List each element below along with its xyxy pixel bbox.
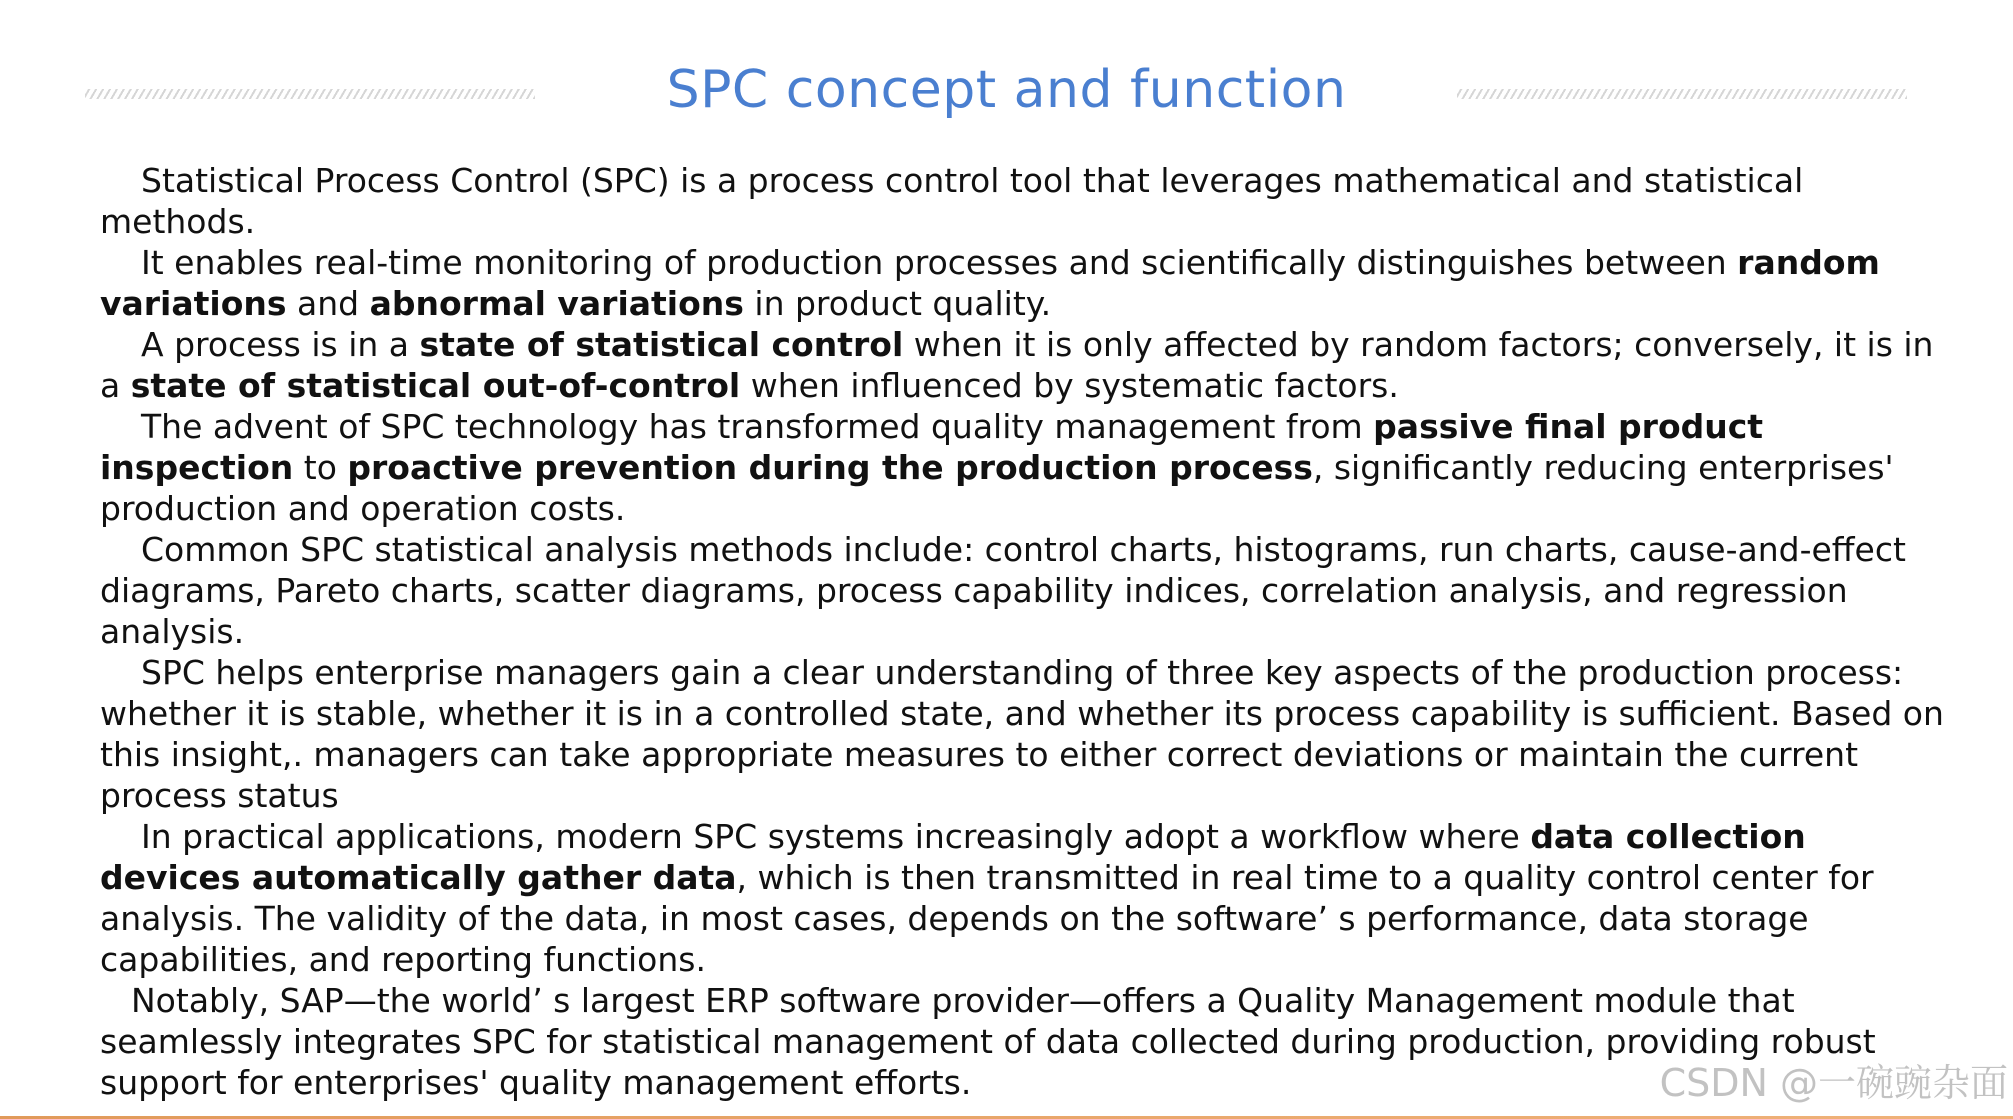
paragraph-text: in product quality. — [743, 284, 1052, 323]
paragraph-text: when influenced by systematic factors. — [740, 366, 1399, 405]
paragraph-text: when it is only affected by random factors; conversely, it is in a — [100, 325, 1934, 405]
paragraph-text: and — [286, 284, 370, 323]
paragraph-text: , significantly reducing enterprises' production and operation costs. — [100, 448, 1894, 528]
emphasized-text: state of statistical control — [419, 325, 904, 364]
paragraph-text: The advent of SPC technology has transformed quality management from — [141, 407, 1374, 446]
paragraph-text: SPC helps enterprise managers gain a clear understanding of three key aspects of the production process: whether it is stable, whether it is in a controlled state, and whether its process capability is sufficient. Based on this insight,. managers can take appropriate measures to either correct deviations or maintain the current process status — [100, 653, 1944, 815]
paragraph-text: A process is in a — [141, 325, 420, 364]
body-paragraph — [100, 324, 1945, 406]
emphasized-text: proactive prevention during the production process — [347, 448, 1313, 487]
body-paragraph — [100, 652, 1945, 816]
paragraph-text: It enables real-time monitoring of production processes and scientifically distinguishes between — [141, 243, 1738, 282]
paragraph-text: to — [293, 448, 348, 487]
emphasized-text: random variations — [100, 243, 1880, 323]
body-paragraph — [100, 242, 1945, 324]
emphasized-text: data collection devices automatically gather data — [100, 817, 1806, 897]
paragraph-text: In practical applications, modern SPC systems increasingly adopt a workflow where — [141, 817, 1531, 856]
body-paragraph — [100, 529, 1945, 652]
slide-body — [100, 160, 1945, 1103]
decorative-hatch-right — [1457, 89, 1907, 99]
body-paragraph — [100, 816, 1945, 980]
emphasized-text: passive final product inspection — [100, 407, 1764, 487]
watermark: CSDN @一碗豌杂面 — [1659, 1061, 2008, 1105]
paragraph-text: Statistical Process Control (SPC) is a process control tool that leverages mathematical and statistical methods. — [100, 161, 1804, 241]
paragraph-text: Notably, SAP—the world’ s largest ERP software provider—offers a Quality Management module that seamlessly integrates SPC for statistical management of data collected during production, providing robust support for enterprises' quality management efforts. — [100, 981, 1876, 1102]
body-paragraph — [100, 406, 1945, 529]
emphasized-text: abnormal variations — [369, 284, 744, 323]
emphasized-text: state of statistical out-of-control — [130, 366, 741, 405]
paragraph-text: , which is then transmitted in real time to a quality control center for analysis. The validity of the data, in most cases, depends on the software’ s performance, data storage capabilities, and reporting functions. — [100, 858, 1874, 979]
body-paragraph — [100, 160, 1945, 242]
slide-title: SPC concept and function — [666, 60, 1347, 120]
paragraph-text: Common SPC statistical analysis methods include: control charts, histograms, run charts, cause-and-effect diagrams, Pareto charts, scatter diagrams, process capability indices, correlation analysis, and regression analysis. — [100, 530, 1906, 651]
